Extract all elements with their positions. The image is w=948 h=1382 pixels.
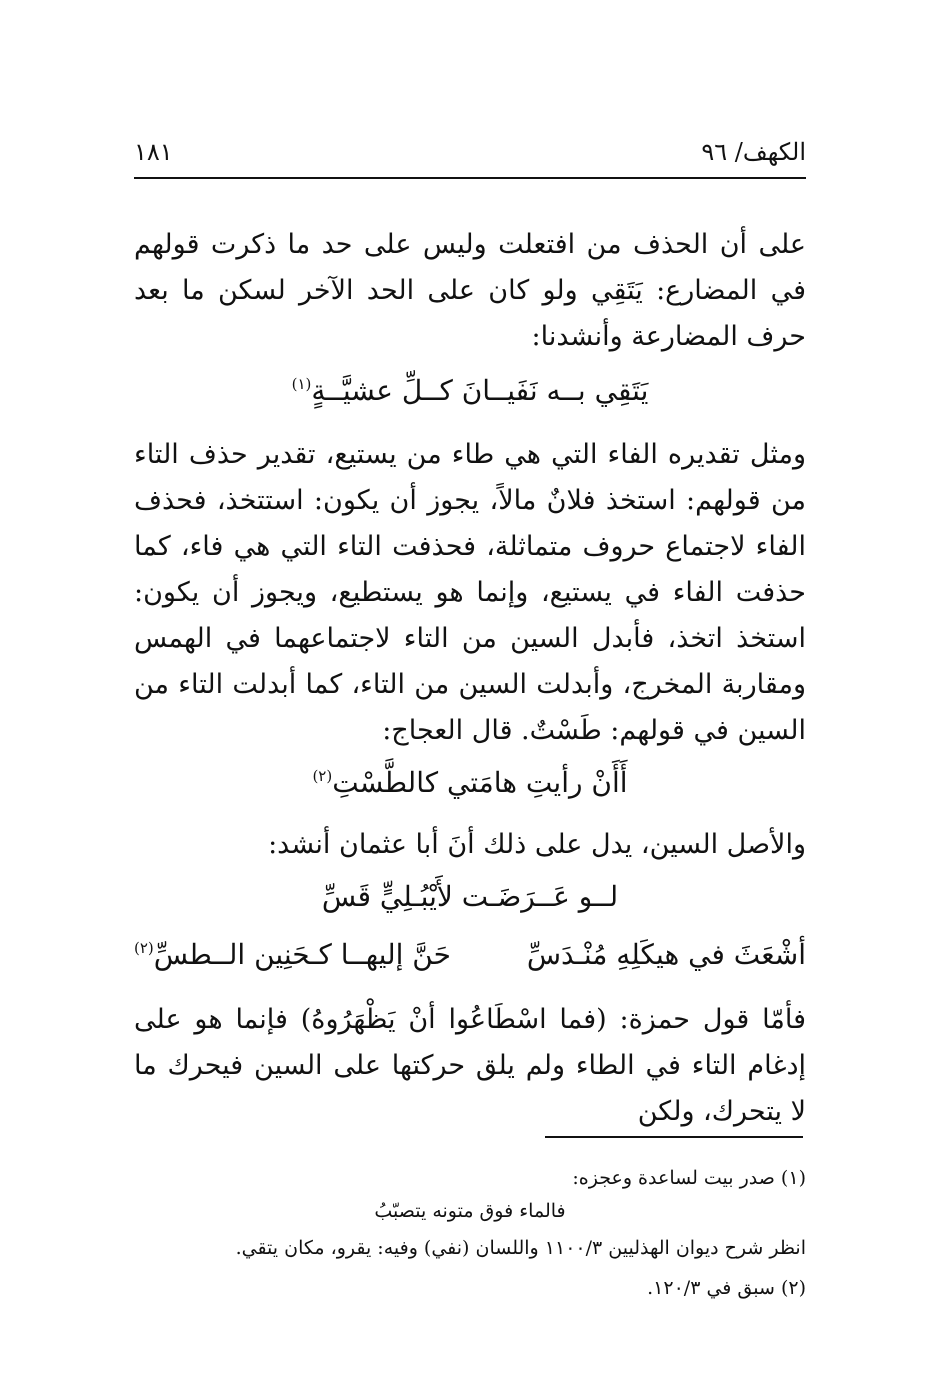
running-title: الكهف/ ٩٦ [701, 138, 806, 166]
footnote-marker-3: (٢) [134, 939, 154, 957]
verse-2-text: أَأَنْ رأيتِ هامَتي كالطَّسْتِ [332, 766, 628, 799]
footnote-1-source: انظر شرح ديوان الهذليين ١١٠٠/٣ واللسان (نفي) وفيه: يقرو، مكان يتقي. [235, 1237, 806, 1259]
footnote-rule [545, 1136, 803, 1138]
verse-4-first-hemistich: أشْعَثَ في هيكَلِهِ مُنْـدَسِّ [526, 938, 806, 971]
page-header [134, 138, 806, 178]
footnote-marker-1: (١) [291, 375, 312, 393]
paragraph-3: والأصل السين، يدل على ذلك أنَ أبا عثمان أنشد: [268, 829, 806, 860]
footnote-marker-2: (٢) [312, 767, 333, 785]
verse-4-second-hemistich [134, 930, 451, 980]
verse-3: لــو عَــرَضَـت لأَيْبُـلِيٍّ قَسِّ [321, 880, 619, 913]
footnote-1: (١) صدر بيت لساعدة وعجزه: [572, 1167, 806, 1189]
verse-4-second-text: حَنَّ إليهــا كـحَنِين الــطسِّ [153, 938, 451, 971]
verse-1 [134, 368, 806, 414]
paragraph-4: فأمّا قول حمزة: (فما اسْطَاعُوا أنْ يَظْهَرُوهُ) فإنما هو على إدغام التاء في الطاء ولم يلق حركتها على السين فيحرك ما لا يتحرك، ولكن [134, 1004, 806, 1127]
page-number: ١٨١ [134, 138, 173, 166]
header-rule [134, 177, 806, 179]
verse-2 [134, 760, 806, 806]
footnote-1-verse: فالماء فوق متونه يتصبّبُ [374, 1200, 566, 1222]
footnote-2: (٢) سبق في ١٢٠/٣. [647, 1277, 806, 1299]
paragraph-2: ومثل تقديره الفاء التي هي طاء من يستيع، تقدير حذف التاء من قولهم: استخذ فلانٌ مالاً، يجوز أن يكون: استتخذ، فحذف الفاء لاجتماع حروف متماثلة، فحذفت التاء التي هي فاء، كما حذفت الفاء في يستيع، وإنما هو يستطيع، ويجوز أن يكون: استخذ اتخذ، فأبدل السين من التاء لاجتماعهما في الهمس ومقاربة المخرج، وأبدلت السين من التاء، كما أبدلت التاء من السين في قولهم: طَسْتٌ. قال العجاج: [134, 439, 806, 746]
paragraph-1: على أن الحذف من افتعلت وليس على حد ما ذكرت قولهم في المضارع: يَتَقِي ولو كان على الحد الآخر لسكن ما بعد حرف المضارعة وأنشدنا: [134, 229, 806, 352]
verse-1-text: يَتَقِي بــه نَفَيــانَ كــلِّ عشيَّــةٍ [311, 374, 649, 407]
verse-4 [134, 930, 806, 980]
